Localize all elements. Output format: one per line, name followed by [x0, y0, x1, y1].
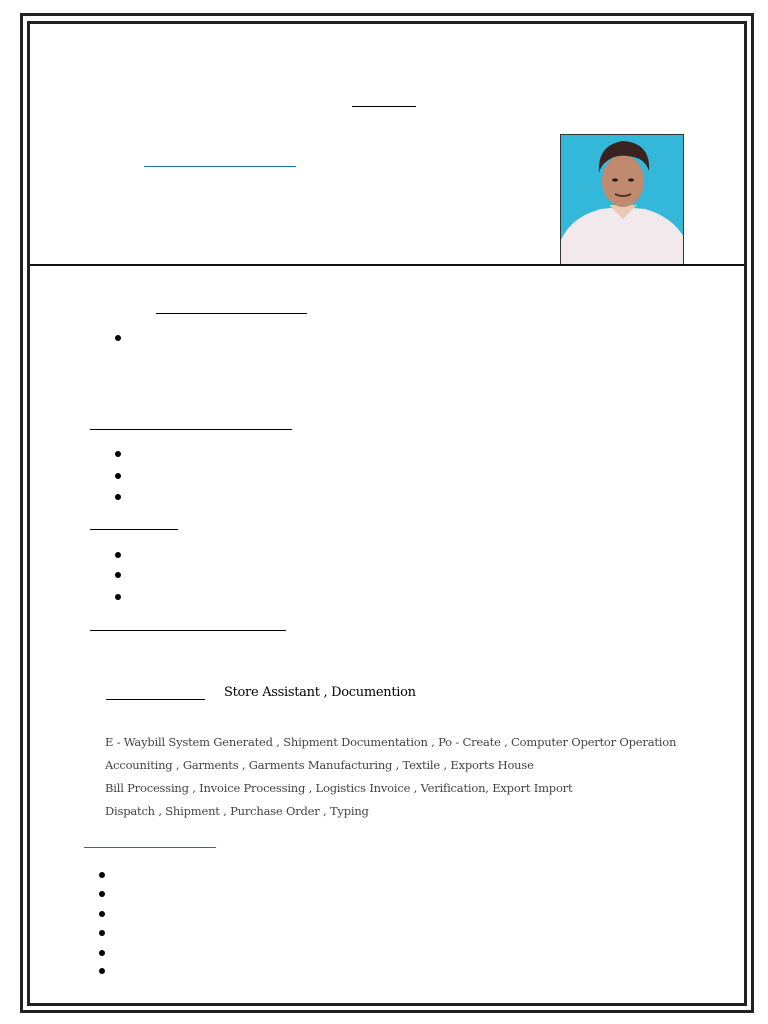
email-link-underline[interactable]	[144, 166, 296, 167]
bullet	[115, 572, 121, 578]
bullet	[99, 891, 105, 897]
section-heading-underline-personal	[84, 847, 216, 848]
skills-line: Bill Processing , Invoice Processing , Logistics Invoice , Verification, Export Import	[105, 781, 573, 795]
experience-role: Store Assistant , Documention	[224, 685, 416, 700]
bullet	[99, 911, 105, 917]
bullet	[115, 494, 121, 500]
bullet	[99, 930, 105, 936]
bullet	[99, 968, 105, 974]
profile-photo-image	[561, 135, 684, 265]
name-underline	[352, 106, 416, 107]
bullet	[99, 872, 105, 878]
section-heading-underline-education	[90, 529, 178, 530]
section-heading-underline-experience	[90, 630, 286, 631]
experience-label-underline	[106, 699, 205, 700]
skills-line: Dispatch , Shipment , Purchase Order , Typing	[105, 804, 369, 818]
skills-line: Accouniting , Garments , Garments Manufacturing , Textile , Exports House	[105, 758, 534, 772]
skills-list	[105, 734, 676, 826]
section-heading-underline-qualification	[90, 429, 292, 430]
section-heading-underline-objective	[156, 313, 307, 314]
profile-photo	[560, 134, 684, 265]
bullet	[115, 473, 121, 479]
skills-line: E - Waybill System Generated , Shipment Documentation , Po - Create , Computer Opertor Operation	[105, 735, 677, 749]
bullet	[115, 594, 121, 600]
bullet	[99, 950, 105, 956]
bullet	[115, 451, 121, 457]
header-divider	[30, 264, 744, 266]
bullet	[115, 552, 121, 558]
bullet	[115, 335, 121, 341]
